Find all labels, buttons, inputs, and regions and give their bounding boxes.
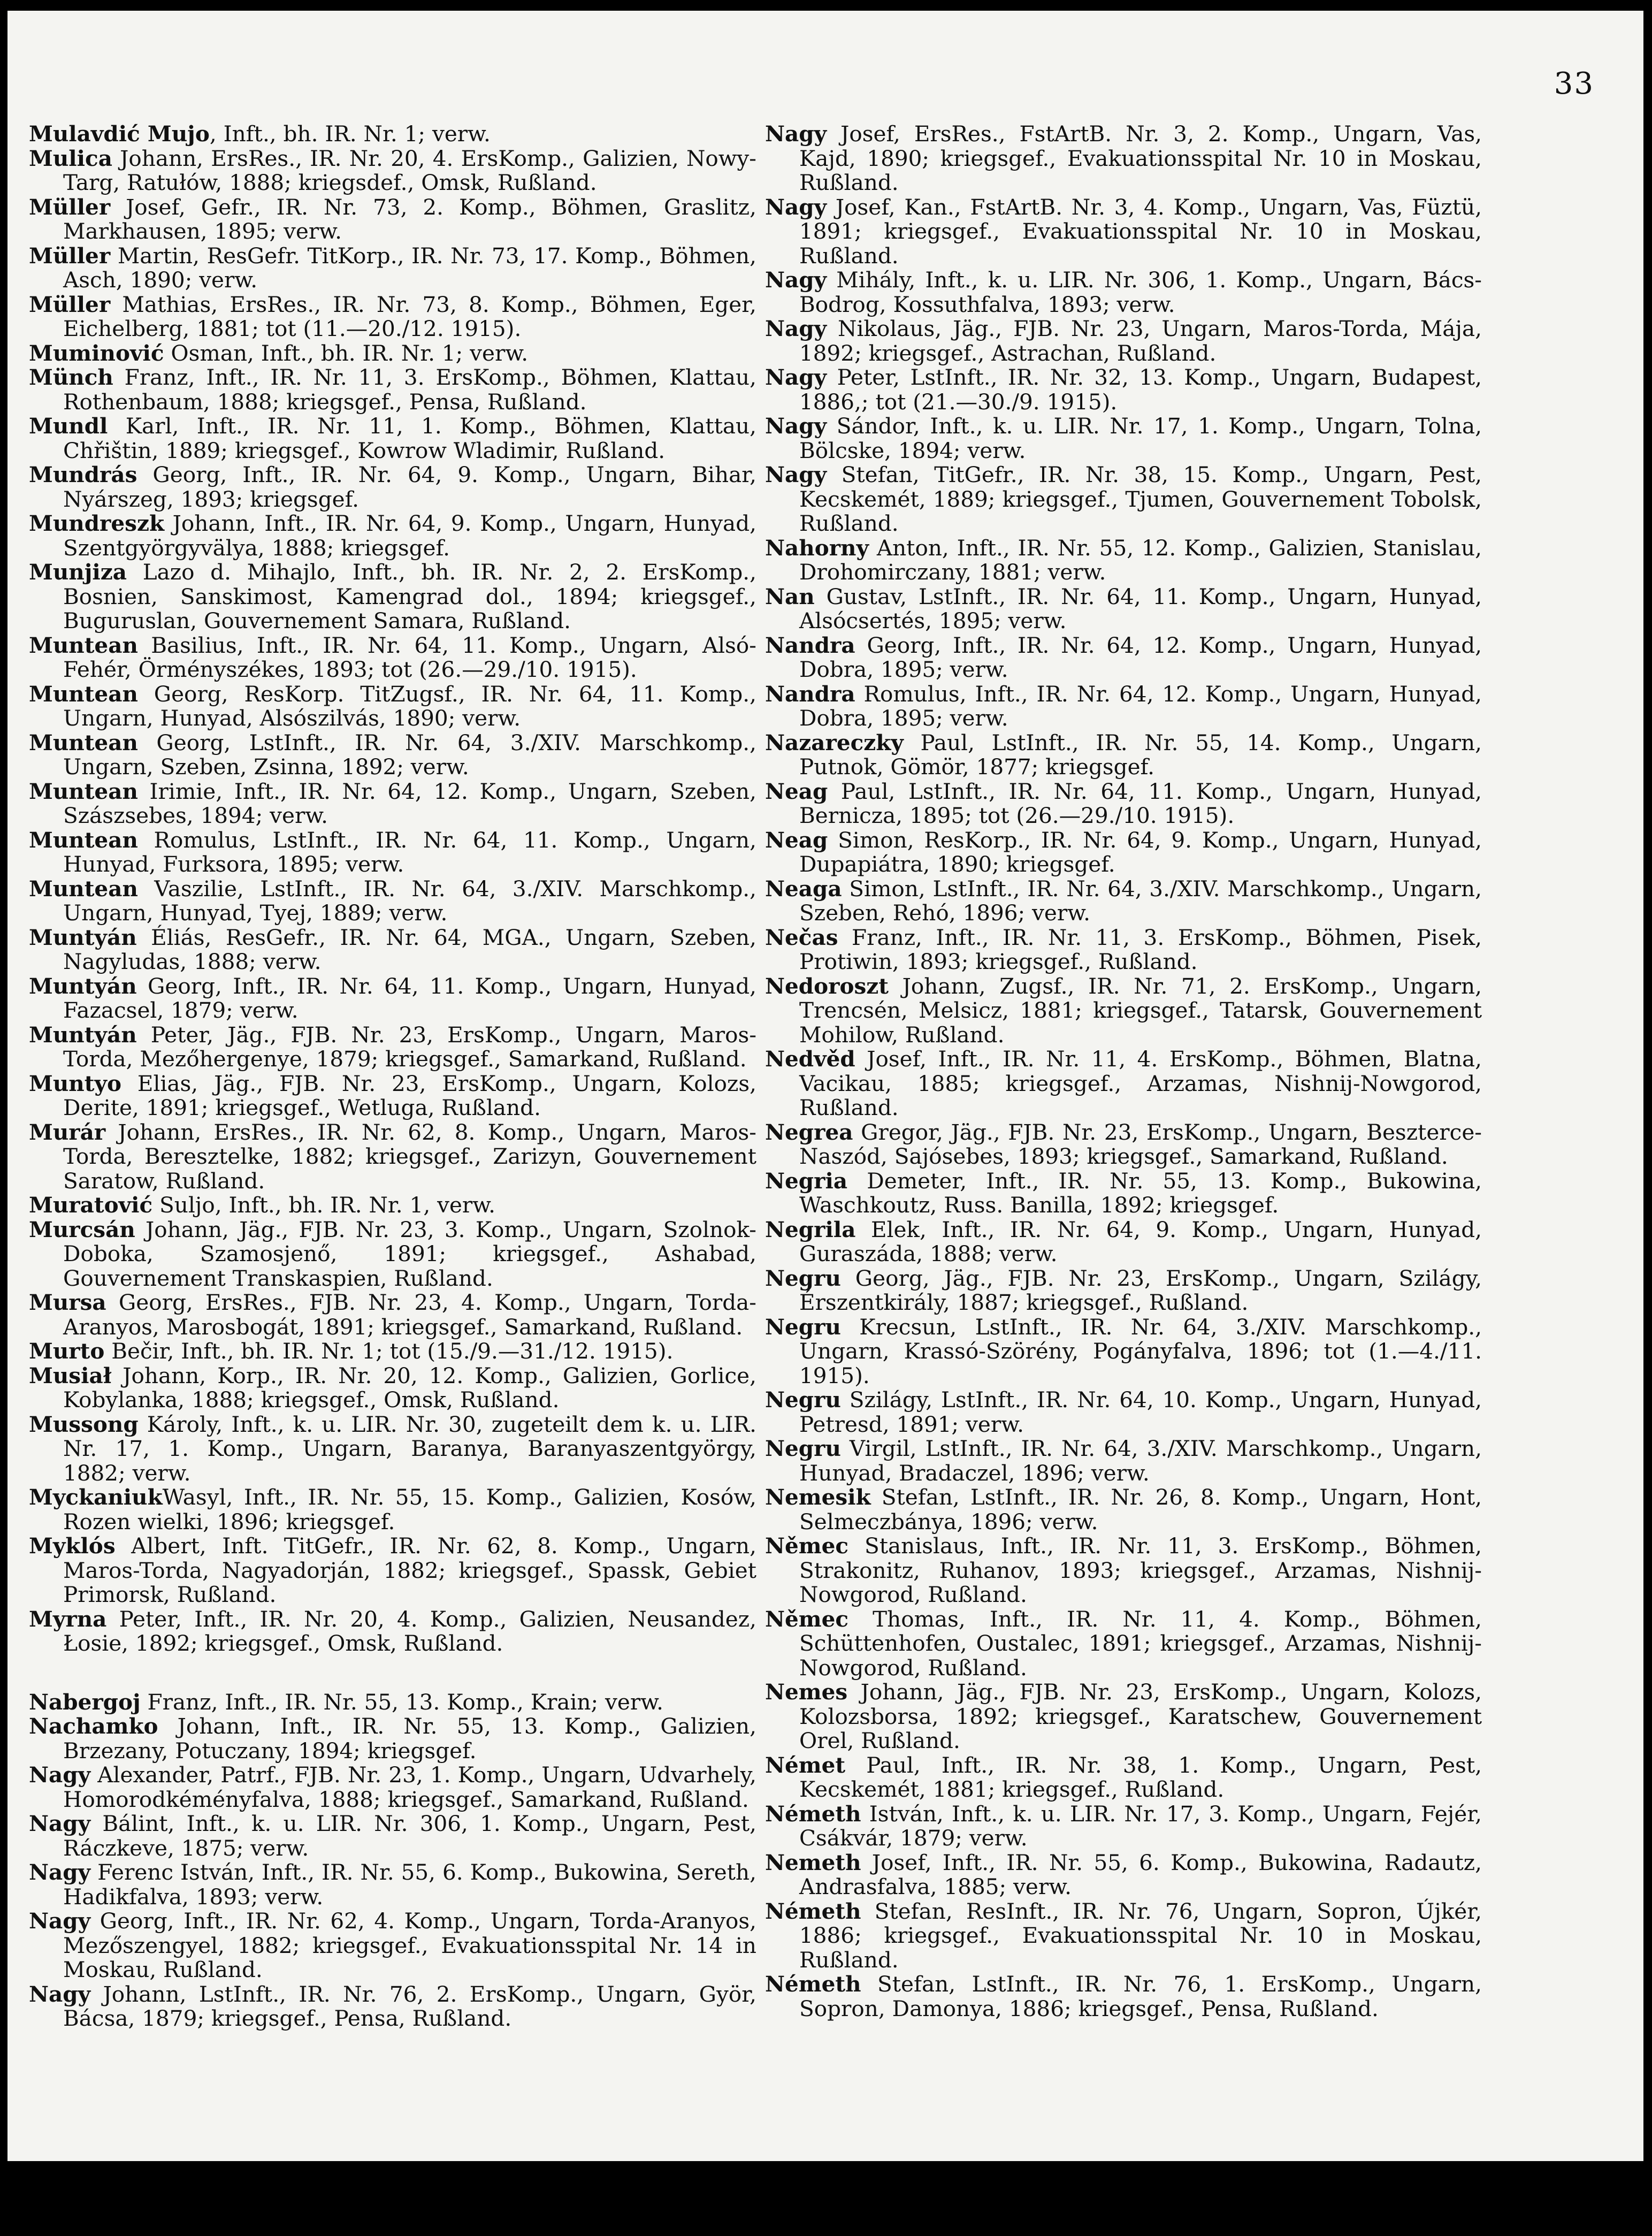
list-entry	[765, 414, 1482, 463]
entry-surname: Nagy	[765, 267, 827, 293]
entry-surname: Nagy	[765, 462, 827, 487]
entry-surname: Nagy	[765, 364, 827, 390]
list-entry	[765, 926, 1482, 974]
list-entry	[29, 877, 756, 926]
entry-details: Lazo d. Mihajlo, Inft., bh. IR. Nr. 2, 2. ErsKomp., Bosnien, Sanskimost, Kamengrad dol., 1894; kriegsgef., Buguruslan, Gouvernement Samara, Rußland.	[63, 559, 756, 634]
list-entry	[29, 1690, 756, 1715]
list-entry	[29, 560, 756, 634]
list-entry	[29, 974, 756, 1023]
entry-surname: Němec	[765, 1606, 849, 1632]
entry-details: Demeter, Inft., IR. Nr. 55, 13. Komp., Bukowina, Waschkoutz, Russ. Banilla, 1892; kriegsgef.	[799, 1167, 1482, 1218]
entry-details: Franz, Inft., IR. Nr. 11, 3. ErsKomp., Böhmen, Pisek, Protiwin, 1893; kriegsgef., Rußland.	[799, 924, 1482, 974]
entry-surname: Muntean	[29, 729, 138, 755]
entry-surname: Nagy	[765, 121, 827, 147]
list-entry	[29, 147, 756, 195]
scan-border-bottom	[0, 2161, 1652, 2236]
entry-surname: Mundl	[29, 413, 108, 439]
entry-surname: Negria	[765, 1167, 848, 1194]
entry-details: Johann, Jäg., FJB. Nr. 23, ErsKomp., Ungarn, Kolozs, Kolozsborsa, 1892; kriegsgef., Karatschew, Gouvernement Orel, Rußland.	[799, 1679, 1482, 1753]
list-entry	[29, 244, 756, 293]
entry-surname: Nemes	[765, 1679, 848, 1705]
scan-border-left	[0, 0, 7, 2236]
list-entry	[29, 1218, 756, 1291]
entry-details: Georg, LstInft., IR. Nr. 64, 3./XIV. Marschkomp., Ungarn, Szeben, Zsinna, 1892; verw.	[63, 729, 756, 780]
list-entry	[765, 365, 1482, 414]
list-entry	[765, 1899, 1482, 1973]
entry-surname: Neag	[765, 827, 828, 853]
scan-border-top	[0, 0, 1652, 11]
entry-surname: Nahorny	[765, 535, 869, 561]
entry-details: Stefan, ResInft., IR. Nr. 76, Ungarn, Sopron, Újkér, 1886; kriegsgef., Evakuationsspital Nr. 10 in Moskau, Rußland.	[799, 1898, 1482, 1973]
entry-details: Peter, LstInft., IR. Nr. 32, 13. Komp., Ungarn, Budapest, 1886,; tot (21.—30./9. 1915).	[799, 364, 1482, 415]
entry-surname: Negrea	[765, 1119, 853, 1145]
list-entry	[29, 1120, 756, 1194]
list-entry	[765, 1388, 1482, 1437]
entry-surname: Nan	[765, 583, 815, 609]
entry-details: Paul, LstInft., IR. Nr. 64, 11. Komp., Ungarn, Hunyad, Bernicza, 1895; tot (26.—29./10. 1915).	[799, 778, 1482, 828]
entry-surname: Németh	[765, 1971, 861, 1997]
section-gap	[29, 1656, 756, 1690]
list-entry	[29, 828, 756, 877]
list-entry	[29, 1339, 756, 1364]
entry-details: Martin, ResGefr. TitKorp., IR. Nr. 73, 17. Komp., Böhmen, Asch, 1890; verw.	[63, 242, 756, 293]
entry-details: Stanislaus, Inft., IR. Nr. 11, 3. ErsKomp., Böhmen, Strakonitz, Ruhanov, 1893; kriegsgef., Arzamas, Nishnij-Nowgorod, Rußland.	[799, 1533, 1482, 1607]
list-entry	[765, 634, 1482, 682]
entry-details: Stefan, TitGefr., IR. Nr. 38, 15. Komp., Ungarn, Pest, Kecskemét, 1889; kriegsgef., Tjumen, Gouvernement Tobolsk, Rußland.	[799, 462, 1482, 536]
list-entry	[29, 195, 756, 244]
entry-details: Peter, Jäg., FJB. Nr. 23, ErsKomp., Ungarn, Maros-Torda, Mezőhergenye, 1879; kriegsgef., Samarkand, Rußland.	[63, 1021, 756, 1072]
entry-details: Krecsun, LstInft., IR. Nr. 64, 3./XIV. Marschkomp., Ungarn, Krassó-Szörény, Pogányfalva, 1896; tot (1.—4./11. 1915).	[799, 1314, 1482, 1388]
entry-surname: Negru	[765, 1436, 841, 1461]
entry-details: Virgil, LstInft., IR. Nr. 64, 3./XIV. Marschkomp., Ungarn, Hunyad, Bradaczel, 1896; verw.	[799, 1436, 1482, 1486]
list-entry	[765, 682, 1482, 731]
entry-details: Georg, Inft., IR. Nr. 64, 12. Komp., Ungarn, Hunyad, Dobra, 1895; verw.	[799, 632, 1482, 682]
list-entry	[29, 1982, 756, 2031]
list-entry	[29, 926, 756, 974]
entry-surname: Nemeth	[765, 1849, 861, 1875]
entry-surname: Muntean	[29, 827, 138, 853]
entry-details: Nikolaus, Jäg., FJB. Nr. 23, Ungarn, Maros-Torda, Mája, 1892; kriegsgef., Astrachan, Rußland.	[799, 316, 1482, 366]
entry-details: Georg, ResKorp. TitZugsf., IR. Nr. 64, 11. Komp., Ungarn, Hunyad, Alsószilvás, 1890; verw.	[63, 681, 756, 731]
entry-surname: Neag	[765, 778, 828, 804]
entry-surname: Němec	[765, 1533, 849, 1559]
entry-surname: Németh	[765, 1898, 861, 1924]
entry-surname: Muratović	[29, 1192, 153, 1218]
list-entry	[29, 341, 756, 366]
entry-details: Elias, Jäg., FJB. Nr. 23, ErsKomp., Ungarn, Kolozs, Derite, 1891; kriegsgef., Wetluga, Rußland.	[63, 1070, 756, 1120]
list-entry	[29, 634, 756, 682]
entry-surname: Mundreszk	[29, 510, 165, 536]
entry-surname: Muntean	[29, 778, 138, 804]
list-entry	[29, 1812, 756, 1860]
page-number: 33	[1554, 66, 1594, 101]
entry-surname: Myklós	[29, 1533, 116, 1559]
entry-details: Bálint, Inft., k. u. LIR. Nr. 306, 1. Komp., Ungarn, Pest, Ráczkeve, 1875; verw.	[63, 1811, 756, 1861]
entry-details: Sándor, Inft., k. u. LIR. Nr. 17, 1. Komp., Ungarn, Tolna, Bölcske, 1894; verw.	[799, 413, 1482, 463]
entry-details: Georg, Inft., IR. Nr. 62, 4. Komp., Ungarn, Torda-Aranyos, Mezőszengyel, 1882; kriegsgef., Evakuationsspital Nr. 14 in Moskau, Rußland.	[63, 1908, 756, 1982]
list-entry	[29, 1193, 756, 1218]
entry-surname: Negru	[765, 1387, 841, 1413]
entry-surname: Negru	[765, 1265, 841, 1291]
entry-details: Josef, Gefr., IR. Nr. 73, 2. Komp., Böhmen, Graslitz, Markhausen, 1895; verw.	[63, 194, 756, 244]
list-entry	[29, 731, 756, 780]
entry-surname: Mursa	[29, 1289, 106, 1315]
list-entry	[29, 1364, 756, 1413]
entry-surname: Murto	[29, 1338, 105, 1364]
entry-details: Stefan, LstInft., IR. Nr. 76, 1. ErsKomp., Ungarn, Sopron, Damonya, 1886; kriegsgef., Pensa, Rußland.	[799, 1971, 1482, 2021]
entry-surname: Myckaniuk	[29, 1484, 163, 1510]
entry-surname: Neaga	[765, 875, 842, 902]
scan-border-right	[1643, 0, 1652, 2236]
entry-surname: Nandra	[765, 681, 855, 707]
entry-details: Vaszilie, LstInft., IR. Nr. 64, 3./XIV. Marschkomp., Ungarn, Hunyad, Tyej, 1889; verw.	[63, 875, 756, 926]
entry-surname: Musiał	[29, 1362, 112, 1388]
entry-details: Johann, Korp., IR. Nr. 20, 12. Komp., Galizien, Gorlice, Kobylanka, 1888; kriegsgef., Omsk, Rußland.	[63, 1362, 756, 1413]
entry-surname: Muminović	[29, 340, 164, 366]
entry-details: Anton, Inft., IR. Nr. 55, 12. Komp., Galizien, Stanislau, Drohomirczany, 1881; verw.	[799, 535, 1482, 585]
entry-details: Karl, Inft., IR. Nr. 11, 1. Komp., Böhmen, Klattau, Chřištin, 1889; kriegsgef., Kowrow Wladimir, Rußland.	[63, 413, 756, 463]
list-entry	[765, 195, 1482, 269]
entry-details: Josef, Inft., IR. Nr. 55, 6. Komp., Bukowina, Radautz, Andrasfalva, 1885; verw.	[799, 1849, 1482, 1899]
entry-surname: Nabergoj	[29, 1689, 141, 1715]
entry-details: Basilius, Inft., IR. Nr. 64, 11. Komp., Ungarn, Alsó-Fehér, Örményszékes, 1893; tot (26.—29./10. 1915).	[63, 632, 756, 682]
entry-details: Éliás, ResGefr., IR. Nr. 64, MGA., Ungarn, Szeben, Nagyludas, 1888; verw.	[63, 924, 756, 974]
entry-surname: Müller	[29, 194, 111, 220]
entry-details: Johann, ErsRes., IR. Nr. 20, 4. ErsKomp., Galizien, Nowy-Targ, Ratułów, 1888; kriegsdef., Omsk, Rußland.	[63, 145, 756, 195]
entry-details: Irimie, Inft., IR. Nr. 64, 12. Komp., Ungarn, Szeben, Szászsebes, 1894; verw.	[63, 778, 756, 828]
list-entry	[765, 536, 1482, 585]
entry-details: Osman, Inft., bh. IR. Nr. 1; verw.	[164, 340, 529, 366]
entry-surname: Negru	[765, 1314, 841, 1340]
entry-details: Wasyl, Inft., IR. Nr. 55, 15. Komp., Galizien, Kosów, Rozen wielki, 1896; kriegsgef.	[63, 1484, 756, 1535]
right-column	[765, 122, 1482, 2021]
entry-surname: Münch	[29, 364, 113, 390]
list-entry	[765, 974, 1482, 1048]
list-entry	[765, 1169, 1482, 1218]
entry-details: Albert, Inft. TitGefr., IR. Nr. 62, 8. Komp., Ungarn, Maros-Torda, Nagyadorján, 1882; kriegsgef., Spassk, Gebiet Primorsk, Rußland.	[63, 1533, 756, 1607]
list-entry	[29, 1291, 756, 1339]
entry-details: Stefan, LstInft., IR. Nr. 26, 8. Komp., Ungarn, Hont, Selmeczbánya, 1896; verw.	[799, 1484, 1482, 1535]
entry-details: Johann, ErsRes., IR. Nr. 62, 8. Komp., Ungarn, Maros-Torda, Beresztelke, 1882; kriegsgef., Zarizyn, Gouvernement Saratow, Rußland.	[63, 1119, 756, 1194]
entry-surname: Mussong	[29, 1411, 139, 1437]
list-entry	[765, 731, 1482, 780]
list-entry	[29, 463, 756, 512]
entry-surname: Nazareczky	[765, 729, 904, 755]
list-entry	[765, 585, 1482, 634]
list-entry	[29, 1714, 756, 1763]
entry-details: Romulus, Inft., IR. Nr. 64, 12. Komp., Ungarn, Hunyad, Dobra, 1895; verw.	[799, 681, 1482, 731]
entry-surname: Nemesik	[765, 1484, 871, 1510]
entry-surname: Nagy	[29, 1811, 91, 1836]
entry-surname: Müller	[29, 242, 111, 269]
entry-details: Johann, Inft., IR. Nr. 55, 13. Komp., Galizien, Brzezany, Potuczany, 1894; kriegsgef.	[63, 1713, 756, 1764]
entry-details: Simon, ResKorp., IR. Nr. 64, 9. Komp., Ungarn, Hunyad, Dupapiátra, 1890; kriegsgef.	[799, 827, 1482, 877]
entry-surname: Müller	[29, 291, 111, 317]
list-entry	[765, 877, 1482, 926]
entry-details: Ferenc István, Inft., IR. Nr. 55, 6. Komp., Bukowina, Sereth, Hadikfalva, 1893; verw.	[63, 1859, 756, 1910]
entry-surname: Mundrás	[29, 462, 137, 487]
entry-details: Peter, Inft., IR. Nr. 20, 4. Komp., Galizien, Neusandez, Łosie, 1892; kriegsgef., Omsk, Rußland.	[63, 1606, 756, 1656]
entry-details: Georg, Inft., IR. Nr. 64, 11. Komp., Ungarn, Hunyad, Fazacsel, 1879; verw.	[63, 973, 756, 1023]
list-entry	[29, 1534, 756, 1607]
entry-details: Károly, Inft., k. u. LIR. Nr. 30, zugeteilt dem k. u. LIR. Nr. 17, 1. Komp., Ungarn, Baranya, Baranyaszentgyörgy, 1882; verw.	[63, 1411, 756, 1486]
entry-surname: Myrna	[29, 1606, 107, 1632]
list-entry	[765, 317, 1482, 365]
entry-details: Romulus, LstInft., IR. Nr. 64, 11. Komp., Ungarn, Hunyad, Furksora, 1895; verw.	[63, 827, 756, 877]
entry-details: Josef, ErsRes., FstArtB. Nr. 3, 2. Komp., Ungarn, Vas, Kajd, 1890; kriegsgef., Evakuationsspital Nr. 10 in Moskau, Rußland.	[799, 121, 1482, 195]
list-entry	[765, 1120, 1482, 1169]
entry-details: Bečir, Inft., bh. IR. Nr. 1; tot (15./9.—31./12. 1915).	[104, 1338, 674, 1364]
left-column	[29, 122, 756, 2031]
list-entry	[29, 365, 756, 414]
entry-surname: Nandra	[765, 632, 855, 658]
entry-surname: Nečas	[765, 924, 838, 950]
entry-surname: Murár	[29, 1119, 106, 1145]
entry-surname: Német	[765, 1752, 846, 1778]
entry-surname: Muntean	[29, 875, 138, 902]
entry-surname: Munjiza	[29, 559, 127, 585]
list-entry	[29, 1607, 756, 1656]
entry-surname: Nagy	[29, 1981, 91, 2007]
list-entry	[29, 1485, 756, 1534]
entry-details: Johann, Inft., IR. Nr. 64, 9. Komp., Ungarn, Hunyad, Szentgyörgyvälya, 1888; kriegsgef.	[63, 510, 756, 561]
entry-surname: Murcsán	[29, 1216, 135, 1242]
entry-details: Georg, Jäg., FJB. Nr. 23, ErsKomp., Ungarn, Szilágy, Érszentkirály, 1887; kriegsgef., Rußland.	[799, 1265, 1482, 1315]
entry-details: Johann, LstInft., IR. Nr. 76, 2. ErsKomp., Ungarn, Györ, Bácsa, 1879; kriegsgef., Pensa, Rußland.	[63, 1981, 756, 2031]
entry-surname: Negrila	[765, 1216, 856, 1242]
list-entry	[765, 828, 1482, 877]
entry-surname: Nachamko	[29, 1713, 158, 1739]
list-entry	[29, 293, 756, 341]
entry-surname: Nagy	[29, 1908, 91, 1934]
list-entry	[765, 1972, 1482, 2021]
entry-details: Georg, Inft., IR. Nr. 64, 9. Komp., Ungarn, Bihar, Nyárszeg, 1893; kriegsgef.	[63, 462, 756, 512]
entry-surname: Nedvěd	[765, 1046, 855, 1072]
list-entry	[765, 1607, 1482, 1681]
entry-details: , Inft., bh. IR. Nr. 1; verw.	[209, 121, 491, 147]
list-entry	[765, 1851, 1482, 1899]
entry-details: Johann, Zugsf., IR. Nr. 71, 2. ErsKomp., Ungarn, Trencsén, Melsicz, 1881; kriegsgef., Tatarsk, Gouvernement Mohilow, Rußland.	[799, 973, 1482, 1048]
list-entry	[29, 122, 756, 147]
list-entry	[765, 1534, 1482, 1607]
entry-surname: Muntean	[29, 632, 138, 658]
list-entry	[29, 1763, 756, 1812]
list-entry	[765, 1047, 1482, 1120]
list-entry	[765, 780, 1482, 828]
list-entry	[29, 1413, 756, 1486]
list-entry	[765, 1437, 1482, 1485]
list-entry	[765, 1266, 1482, 1315]
list-entry	[29, 1909, 756, 1982]
list-entry	[29, 414, 756, 463]
list-entry	[765, 1680, 1482, 1753]
entry-details: Paul, Inft., IR. Nr. 38, 1. Komp., Ungarn, Pest, Kecskemét, 1881; kriegsgef., Rußland.	[799, 1752, 1482, 1802]
entry-surname: Németh	[765, 1800, 861, 1827]
list-entry	[29, 780, 756, 828]
list-entry	[29, 1023, 756, 1072]
entry-surname: Muntyán	[29, 1021, 137, 1048]
entry-details: Alexander, Patrf., FJB. Nr. 23, 1. Komp., Ungarn, Udvarhely, Homorodkéményfalva, 1888; kriegsgef., Samarkand, Rußland.	[63, 1762, 756, 1812]
entry-surname: Muntean	[29, 681, 138, 707]
entry-details: Mathias, ErsRes., IR. Nr. 73, 8. Komp., Böhmen, Eger, Eichelberg, 1881; tot (11.—20./12. 1915).	[63, 291, 756, 341]
entry-details: Franz, Inft., IR. Nr. 11, 3. ErsKomp., Böhmen, Klattau, Rothenbaum, 1888; kriegsgef., Pensa, Rußland.	[63, 364, 756, 415]
entry-surname: Mulica	[29, 145, 112, 171]
entry-details: Mihály, Inft., k. u. LIR. Nr. 306, 1. Komp., Ungarn, Bács-Bodrog, Kossuthfalva, 1893; verw.	[799, 267, 1482, 317]
entry-details: Suljo, Inft., bh. IR. Nr. 1, verw.	[152, 1192, 496, 1218]
list-entry	[765, 1802, 1482, 1851]
entry-details: Gregor, Jäg., FJB. Nr. 23, ErsKomp., Ungarn, Beszterce-Naszód, Sajósebes, 1893; kriegsgef., Samarkand, Rußland.	[799, 1119, 1482, 1169]
entry-details: Szilágy, LstInft., IR. Nr. 64, 10. Komp., Ungarn, Hunyad, Petresd, 1891; verw.	[799, 1387, 1482, 1437]
entry-surname: Nagy	[29, 1762, 91, 1788]
entry-surname: Nedoroszt	[765, 973, 889, 999]
list-entry	[765, 463, 1482, 536]
entry-details: Thomas, Inft., IR. Nr. 11, 4. Komp., Böhmen, Schüttenhofen, Oustalec, 1891; kriegsgef., Arzamas, Nishnij-Nowgorod, Rußland.	[799, 1606, 1482, 1681]
list-entry	[29, 682, 756, 731]
list-entry	[765, 1753, 1482, 1802]
entry-surname: Muntyán	[29, 924, 137, 950]
entry-surname: Nagy	[29, 1859, 91, 1885]
entry-details: Josef, Kan., FstArtB. Nr. 3, 4. Komp., Ungarn, Vas, Füztü, 1891; kriegsgef., Evakuationsspital Nr. 10 in Moskau, Rußland.	[799, 194, 1482, 269]
list-entry	[765, 268, 1482, 317]
entry-details: Simon, LstInft., IR. Nr. 64, 3./XIV. Marschkomp., Ungarn, Szeben, Rehó, 1896; verw.	[799, 875, 1482, 926]
entry-details: Georg, ErsRes., FJB. Nr. 23, 4. Komp., Ungarn, Torda-Aranyos, Marosbogát, 1891; kriegsgef., Samarkand, Rußland.	[63, 1289, 756, 1340]
entry-details: Elek, Inft., IR. Nr. 64, 9. Komp., Ungarn, Hunyad, Guraszáda, 1888; verw.	[799, 1216, 1482, 1266]
entry-surname: Nagy	[765, 413, 827, 439]
entry-surname: Nagy	[765, 194, 827, 220]
list-entry	[29, 512, 756, 560]
list-entry	[29, 1860, 756, 1909]
entry-surname: Muntyo	[29, 1070, 121, 1096]
entry-details: Josef, Inft., IR. Nr. 11, 4. ErsKomp., Böhmen, Blatna, Vacikau, 1885; kriegsgef., Arzamas, Nishnij-Nowgorod, Rußland.	[799, 1046, 1482, 1120]
list-entry	[765, 1485, 1482, 1534]
list-entry	[765, 1315, 1482, 1388]
entry-surname: Nagy	[765, 316, 827, 341]
entry-details: Gustav, LstInft., IR. Nr. 64, 11. Komp., Ungarn, Hunyad, Alsócsertés, 1895; verw.	[799, 583, 1482, 634]
entry-details: Paul, LstInft., IR. Nr. 55, 14. Komp., Ungarn, Putnok, Gömör, 1877; kriegsgef.	[799, 729, 1482, 780]
list-entry	[29, 1072, 756, 1120]
entry-surname: Mulavdić Mujo	[29, 121, 210, 147]
entry-details: István, Inft., k. u. LIR. Nr. 17, 3. Komp., Ungarn, Fejér, Csákvár, 1879; verw.	[799, 1800, 1482, 1851]
entry-details: Franz, Inft., IR. Nr. 55, 13. Komp., Krain; verw.	[140, 1689, 663, 1715]
entry-details: Johann, Jäg., FJB. Nr. 23, 3. Komp., Ungarn, Szolnok-Doboka, Szamosjenő, 1891; kriegsgef., Ashabad, Gouvernement Transkaspien, Rußland.	[63, 1216, 756, 1291]
list-entry	[765, 1218, 1482, 1266]
list-entry	[765, 122, 1482, 195]
entry-surname: Muntyán	[29, 973, 137, 999]
